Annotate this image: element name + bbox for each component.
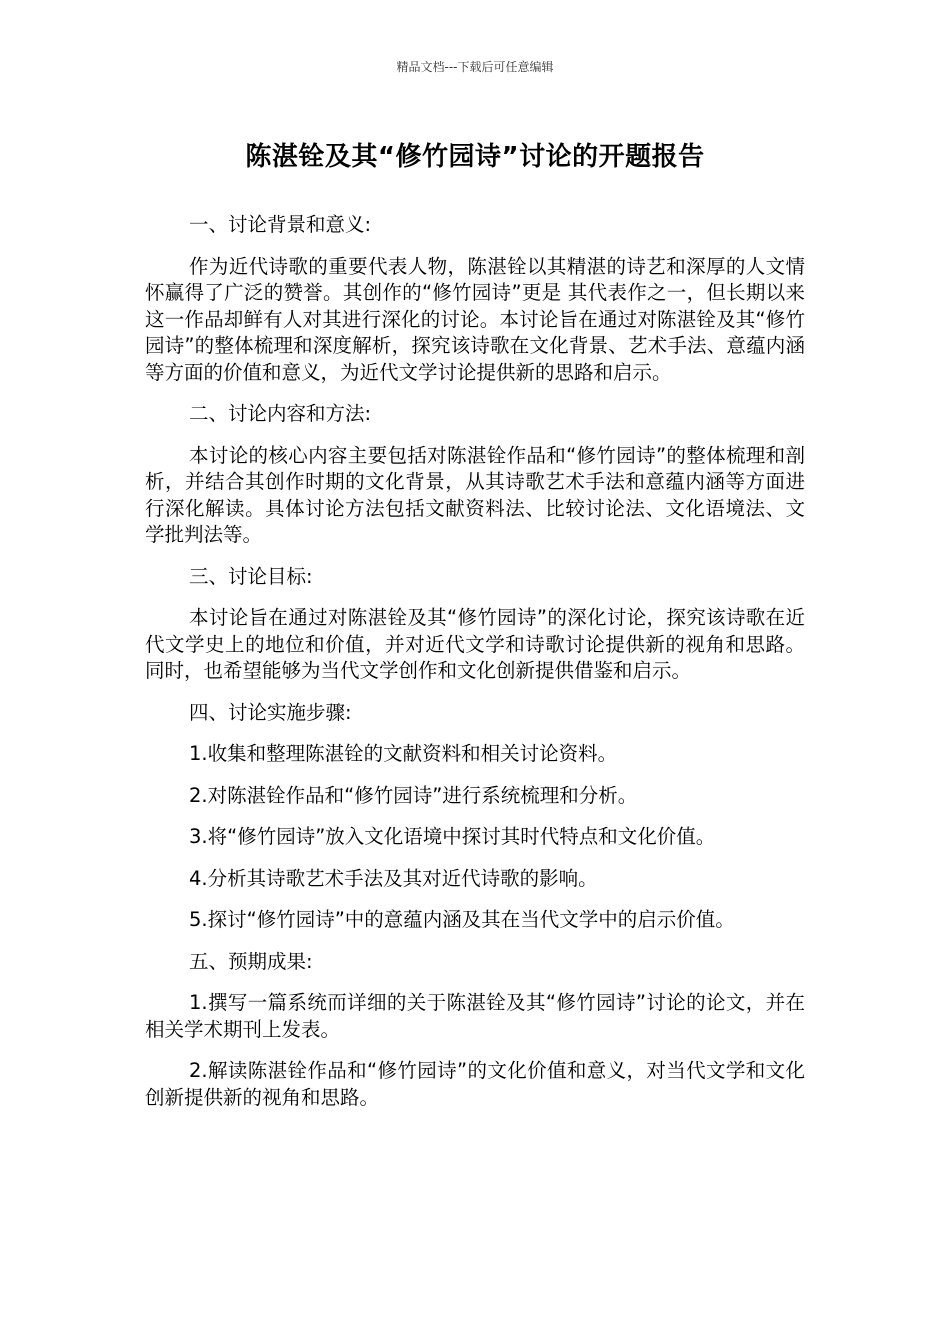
list-item-step-4: 4.分析其诗歌艺术手法及其对近代诗歌的影响。 [189,866,598,890]
list-item-outcome-2: 2.解读陈湛铨作品和“修竹园诗”的文化价值和意义，对当代文学和文化创新提供新的视角和思路。 [145,1059,805,1109]
section-heading-outcomes: 五、预期成果: [189,949,313,973]
paragraph-goals: 本讨论旨在通过对陈湛铨及其“修竹园诗”的深化讨论，探究该诗歌在近代文学史上的地位和价值，并对近代文学和诗歌讨论提供新的视角和思路。同时，也希望能够为当代文学创作和文化创新提供借鉴和启示。 [145,606,805,682]
header-note: 精品文档---下载后可任意编辑 [396,60,554,74]
list-item-step-3: 3.将“修竹园诗”放入文化语境中探讨其时代特点和文化价值。 [189,825,716,848]
list-item-step-5: 5.探讨“修竹园诗”中的意蕴内涵及其在当代文学中的启示价值。 [189,908,735,931]
paragraph-content-method: 本讨论的核心内容主要包括对陈湛铨作品和“修竹园诗”的整体梳理和剖析，并结合其创作时期的文化背景，从其诗歌艺术手法和意蕴内涵等方面进行深化解读。具体讨论方法包括文献资料法、比较讨论法、文化语境法、文学批判法等。 [145,443,805,546]
document-body [145,212,805,1126]
section-heading-content-method: 二、讨论内容和方法: [189,402,372,425]
section-heading-steps: 四、讨论实施步骤: [189,700,352,724]
list-item-outcome-1: 1.撰写一篇系统而详细的关于陈湛铨及其“修竹园诗”讨论的论文，并在相关学术期刊上发表。 [145,991,805,1041]
section-heading-background: 一、讨论背景和意义: [189,213,372,236]
list-item-step-2: 2.对陈湛铨作品和“修竹园诗”进行系统梳理和分析。 [189,783,638,807]
section-heading-goals: 三、讨论目标: [189,564,313,588]
list-item-step-1: 1.收集和整理陈湛铨的文献资料和相关讨论资料。 [189,742,618,765]
paragraph-background: 作为近代诗歌的重要代表人物，陈湛铨以其精湛的诗艺和深厚的人文情怀赢得了广泛的赞誉。其创作的“修竹园诗”更是 其代表作之一，但长期以来这一作品却鲜有人对其进行深化的讨论。本讨论旨在通过对陈湛铨及其“修竹园诗”的整体梳理和深度解析，探究该诗歌在文化背景、艺术手法、意蕴内涵等方面的价值和意义，为近代文学讨论提供新的思路和启示。 [145,254,805,384]
document-title: 陈湛铨及其“修竹园诗”讨论的开题报告 [245,142,705,172]
